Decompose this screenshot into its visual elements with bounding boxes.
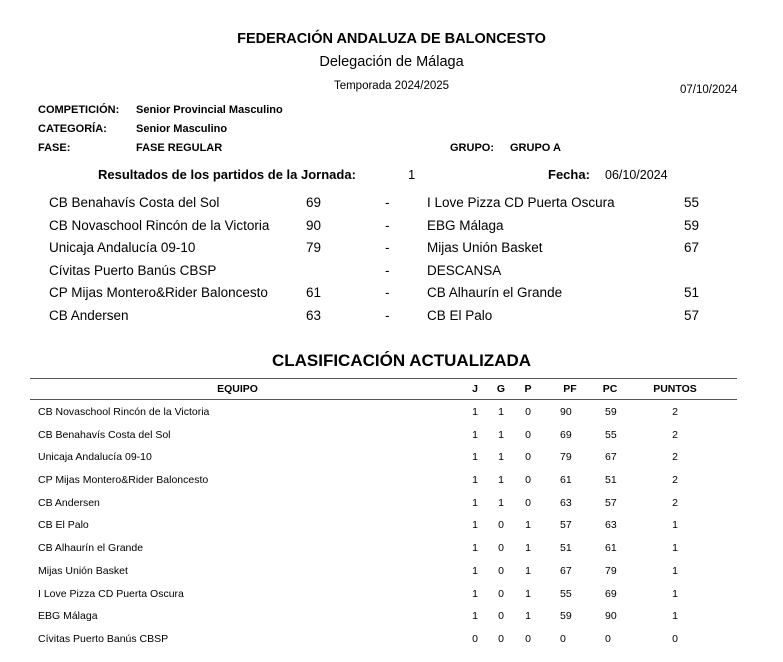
points-against: 61 — [605, 542, 617, 555]
points-for: 90 — [560, 406, 572, 418]
played: 1 — [472, 542, 478, 555]
team-name: CP Mijas Montero&Rider Baloncesto — [38, 474, 209, 487]
points: 1 — [672, 519, 678, 532]
standings-row — [30, 627, 737, 650]
points-against: 55 — [605, 428, 617, 441]
matchday-value: 1 — [408, 167, 416, 182]
column-header-points: PUNTOS — [653, 383, 697, 395]
lost: 0 — [525, 474, 531, 487]
points: 1 — [672, 610, 678, 623]
home-team: CB Benahavís Costa del Sol — [49, 195, 220, 210]
points: 2 — [672, 428, 678, 441]
points-for: 69 — [560, 428, 572, 441]
points-against: 51 — [605, 474, 617, 487]
won: 1 — [498, 474, 504, 487]
home-team: CP Mijas Montero&Rider Baloncesto — [49, 285, 268, 301]
lost: 1 — [525, 610, 531, 623]
standings-row — [30, 513, 737, 536]
away-score: 67 — [684, 240, 700, 256]
points-for: 79 — [560, 451, 572, 464]
home-team: Unicaja Andalucía 09-10 — [49, 240, 196, 256]
away-score: 51 — [684, 285, 700, 301]
played: 1 — [472, 406, 478, 418]
home-score: 79 — [306, 240, 322, 256]
home-score: 63 — [306, 307, 322, 323]
standings-header — [30, 378, 737, 400]
points: 1 — [672, 587, 678, 600]
phase-label: FASE: — [38, 142, 71, 154]
team-name: CB Alhaurín el Grande — [38, 542, 144, 555]
column-header-played: J — [472, 383, 478, 395]
score-separator: - — [385, 262, 390, 278]
won: 1 — [498, 406, 504, 418]
points-against: 0 — [605, 632, 611, 645]
print-date: 07/10/2024 — [680, 84, 738, 96]
away-team: I Love Pizza CD Puerta Oscura — [427, 195, 615, 210]
matchday-label: Resultados de los partidos de la Jornada: — [98, 167, 356, 182]
team-name: Mijas Unión Basket — [38, 564, 128, 577]
lost: 0 — [525, 496, 531, 509]
column-header-points-against: PC — [602, 383, 618, 395]
lost: 0 — [525, 428, 531, 441]
home-team: CB Andersen — [49, 307, 129, 323]
standings-row — [30, 423, 737, 446]
away-team: CB El Palo — [427, 307, 493, 323]
standings-title: CLASIFICACIÓN ACTUALIZADA — [271, 351, 532, 370]
column-header-points-for: PF — [563, 383, 577, 395]
points-for: 57 — [560, 519, 572, 532]
played: 1 — [472, 587, 478, 600]
won: 0 — [498, 632, 504, 645]
won: 1 — [498, 451, 504, 464]
standings-row — [30, 400, 737, 423]
lost: 0 — [525, 406, 531, 418]
away-score: 57 — [684, 307, 700, 323]
home-score: 69 — [306, 195, 322, 210]
won: 0 — [498, 542, 504, 555]
played: 1 — [472, 564, 478, 577]
date-label: Fecha: — [548, 167, 590, 182]
away-team: CB Alhaurín el Grande — [427, 285, 563, 301]
points-for: 59 — [560, 610, 572, 623]
phase-value: FASE REGULAR — [136, 142, 223, 154]
lost: 1 — [525, 587, 531, 600]
points: 0 — [672, 632, 678, 645]
team-name: CB Benahavís Costa del Sol — [38, 428, 171, 441]
team-name: CB Andersen — [38, 496, 100, 509]
column-header-lost: P — [524, 383, 532, 395]
group-value: GRUPO A — [510, 142, 561, 154]
points-for: 67 — [560, 564, 572, 577]
points-against: 57 — [605, 496, 617, 509]
competition-value: Senior Provincial Masculino — [136, 104, 283, 116]
played: 1 — [472, 496, 478, 509]
points: 1 — [672, 564, 678, 577]
away-team: Mijas Unión Basket — [427, 240, 543, 256]
points: 2 — [672, 496, 678, 509]
points: 2 — [672, 406, 678, 418]
points: 1 — [672, 542, 678, 555]
match-result-row — [0, 240, 783, 263]
match-result-row — [0, 308, 783, 331]
points-against: 79 — [605, 564, 617, 577]
standings-row — [30, 491, 737, 514]
federation-title: FEDERACIÓN ANDALUZA DE BALONCESTO — [237, 31, 546, 47]
won: 0 — [498, 610, 504, 623]
team-name: Unicaja Andalucía 09-10 — [38, 451, 152, 464]
standings-row — [30, 582, 737, 605]
standings-row — [30, 468, 737, 491]
standings-row — [30, 604, 737, 627]
home-score: 90 — [306, 217, 322, 233]
away-score: 55 — [684, 195, 700, 210]
won: 0 — [498, 587, 504, 600]
team-name: Cívitas Puerto Banús CBSP — [38, 632, 169, 645]
delegation-subtitle: Delegación de Málaga — [319, 54, 464, 70]
points-against: 67 — [605, 451, 617, 464]
match-result-row — [0, 218, 783, 241]
played: 0 — [472, 632, 478, 645]
played: 1 — [472, 610, 478, 623]
category-label: CATEGORÍA: — [38, 123, 107, 135]
points-against: 90 — [605, 610, 617, 623]
won: 0 — [498, 519, 504, 532]
won: 1 — [498, 496, 504, 509]
away-team: DESCANSA — [427, 262, 502, 278]
season-label: Temporada 2024/2025 — [333, 80, 450, 92]
played: 1 — [472, 474, 478, 487]
score-separator: - — [385, 285, 390, 301]
won: 0 — [498, 564, 504, 577]
played: 1 — [472, 451, 478, 464]
points-for: 63 — [560, 496, 572, 509]
score-separator: - — [385, 195, 390, 210]
standings-row — [30, 559, 737, 582]
lost: 1 — [525, 519, 531, 532]
column-header-team: EQUIPO — [217, 383, 258, 395]
match-result-row — [0, 263, 783, 286]
lost: 1 — [525, 564, 531, 577]
score-separator: - — [385, 217, 390, 233]
lost: 0 — [525, 451, 531, 464]
column-header-won: G — [496, 383, 506, 395]
points: 2 — [672, 474, 678, 487]
played: 1 — [472, 519, 478, 532]
standings-row — [30, 445, 737, 468]
points-for: 55 — [560, 587, 572, 600]
points-for: 51 — [560, 542, 572, 555]
match-result-row — [0, 195, 783, 218]
away-score: 59 — [684, 217, 700, 233]
team-name: I Love Pizza CD Puerta Oscura — [38, 587, 184, 600]
category-value: Senior Masculino — [136, 123, 228, 135]
won: 1 — [498, 428, 504, 441]
away-team: EBG Málaga — [427, 217, 504, 233]
team-name: CB Novaschool Rincón de la Victoria — [38, 406, 210, 418]
match-result-row — [0, 285, 783, 308]
home-team: Cívitas Puerto Banús CBSP — [49, 262, 217, 278]
lost: 1 — [525, 542, 531, 555]
points-against: 59 — [605, 406, 617, 418]
points-against: 63 — [605, 519, 617, 532]
standings-body — [30, 400, 737, 650]
points: 2 — [672, 451, 678, 464]
team-name: EBG Málaga — [38, 610, 98, 623]
played: 1 — [472, 428, 478, 441]
home-score: 61 — [306, 285, 322, 301]
standings-row — [30, 536, 737, 559]
points-against: 69 — [605, 587, 617, 600]
lost: 0 — [525, 632, 531, 645]
team-name: CB El Palo — [38, 519, 89, 532]
score-separator: - — [385, 240, 390, 256]
points-for: 61 — [560, 474, 572, 487]
competition-label: COMPETICIÓN: — [38, 104, 120, 116]
home-team: CB Novaschool Rincón de la Victoria — [49, 217, 270, 233]
standings-table — [30, 378, 737, 650]
score-separator: - — [385, 307, 390, 323]
date-value: 06/10/2024 — [605, 168, 668, 182]
points-for: 0 — [560, 632, 566, 645]
group-label: GRUPO: — [450, 142, 494, 154]
results-list — [0, 195, 783, 331]
